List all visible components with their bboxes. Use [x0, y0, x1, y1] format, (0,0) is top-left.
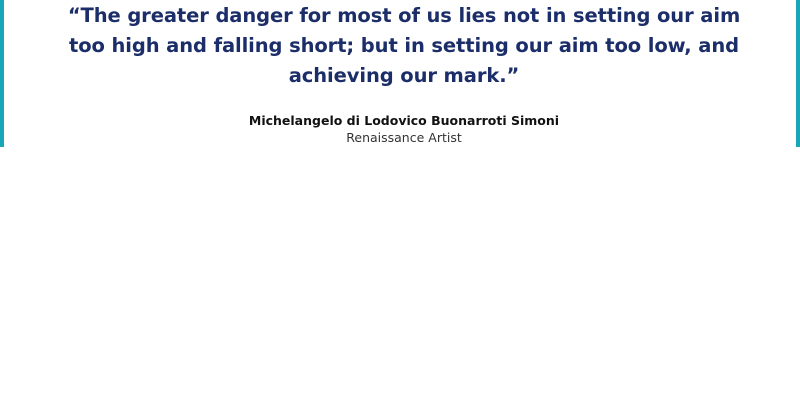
- quote-text: “The greater danger for most of us lies not in setting our aim too high and falling short; but in setting our aim too low, and achieving our mark.”: [67, 4, 741, 87]
- quote-author-role: Renaissance Artist: [346, 130, 462, 145]
- quote-block: [0, 0, 800, 147]
- quote-author: Michelangelo di Lodovico Buonarroti Simoni: [248, 113, 560, 128]
